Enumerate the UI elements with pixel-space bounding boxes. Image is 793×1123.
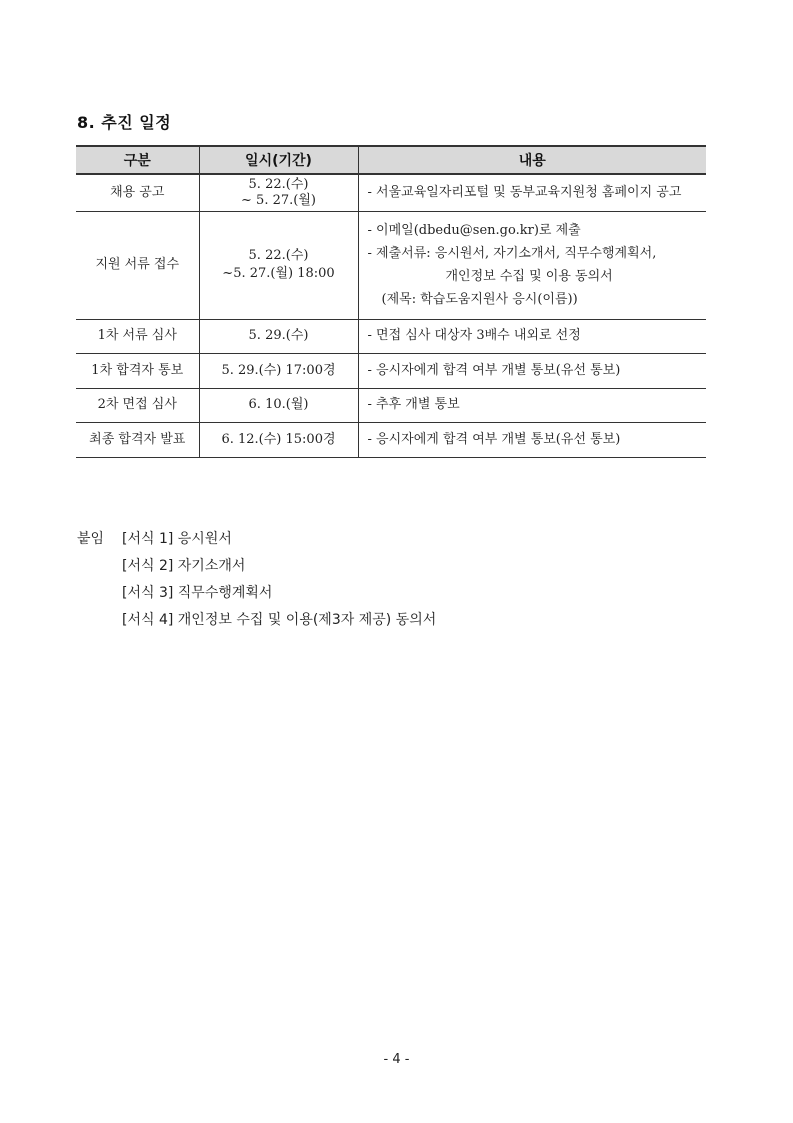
cell-category: 2차 면접 심사: [76, 388, 199, 422]
attachments: [77, 526, 436, 634]
cell-category: 채용 공고: [76, 174, 199, 211]
section-title: 8. 추진 일정: [77, 113, 172, 132]
attachment-item: [서식 4] 개인정보 수집 및 이용(제3자 제공) 동의서: [122, 612, 437, 628]
table-row: [76, 388, 706, 422]
date-line: 5. 22.(수): [248, 176, 309, 192]
attachment-text: [서식 1] 응시원서: [122, 531, 232, 547]
cell-category: 1차 합격자 통보: [76, 353, 199, 388]
cell-date: [199, 211, 358, 319]
table-row: [76, 422, 706, 457]
content-line: - 제출서류: 응시원서, 자기소개서, 직무수행계획서,: [367, 246, 657, 261]
header-category: 구분: [76, 146, 199, 174]
cell-category: 지원 서류 접수: [76, 211, 199, 319]
cell-content: [358, 174, 706, 211]
table-row: [76, 211, 706, 319]
table-header-row: [76, 146, 706, 174]
cell-date: 6. 12.(수) 15:00경: [199, 422, 358, 457]
attachment-item: [77, 526, 436, 553]
header-content: 내용: [358, 146, 706, 174]
content-line: - 서울교육일자리포털 및 동부교육지원청 홈페이지 공고: [367, 184, 682, 200]
content-line: 개인정보 수집 및 이용 동의서: [445, 269, 613, 284]
date-line: ~5. 27.(월) 18:00: [222, 266, 335, 281]
cell-content: - 면접 심사 대상자 3배수 내외로 선정: [358, 319, 706, 353]
cell-category: 최종 합격자 발표: [76, 422, 199, 457]
cell-date: 6. 10.(월): [199, 388, 358, 422]
table-row: [76, 319, 706, 353]
cell-content: - 응시자에게 합격 여부 개별 통보(유선 통보): [358, 422, 706, 457]
cell-date: 5. 29.(수) 17:00경: [199, 353, 358, 388]
cell-content: [358, 211, 706, 319]
content-line: - 이메일(dbedu@sen.go.kr)로 제출: [367, 223, 581, 238]
date-line: 5. 22.(수): [248, 248, 309, 263]
page-number: - 4 -: [383, 1052, 410, 1067]
cell-date: 5. 29.(수): [199, 319, 358, 353]
table-row: [76, 174, 706, 211]
header-date: 일시(기간): [199, 146, 358, 174]
attachments-label: 붙임: [77, 531, 105, 547]
content-line: (제목: 학습도움지원사 응시(이름)): [381, 292, 578, 307]
table-row: [76, 353, 706, 388]
cell-category: 1차 서류 심사: [76, 319, 199, 353]
attachment-item: [서식 3] 직무수행계획서: [122, 585, 273, 601]
date-line: ~ 5. 27.(월): [241, 192, 316, 208]
cell-content: - 추후 개별 통보: [358, 388, 706, 422]
cell-date: [199, 174, 358, 211]
cell-content: - 응시자에게 합격 여부 개별 통보(유선 통보): [358, 353, 706, 388]
schedule-table: [76, 145, 706, 458]
attachment-item: [서식 2] 자기소개서: [122, 558, 246, 574]
